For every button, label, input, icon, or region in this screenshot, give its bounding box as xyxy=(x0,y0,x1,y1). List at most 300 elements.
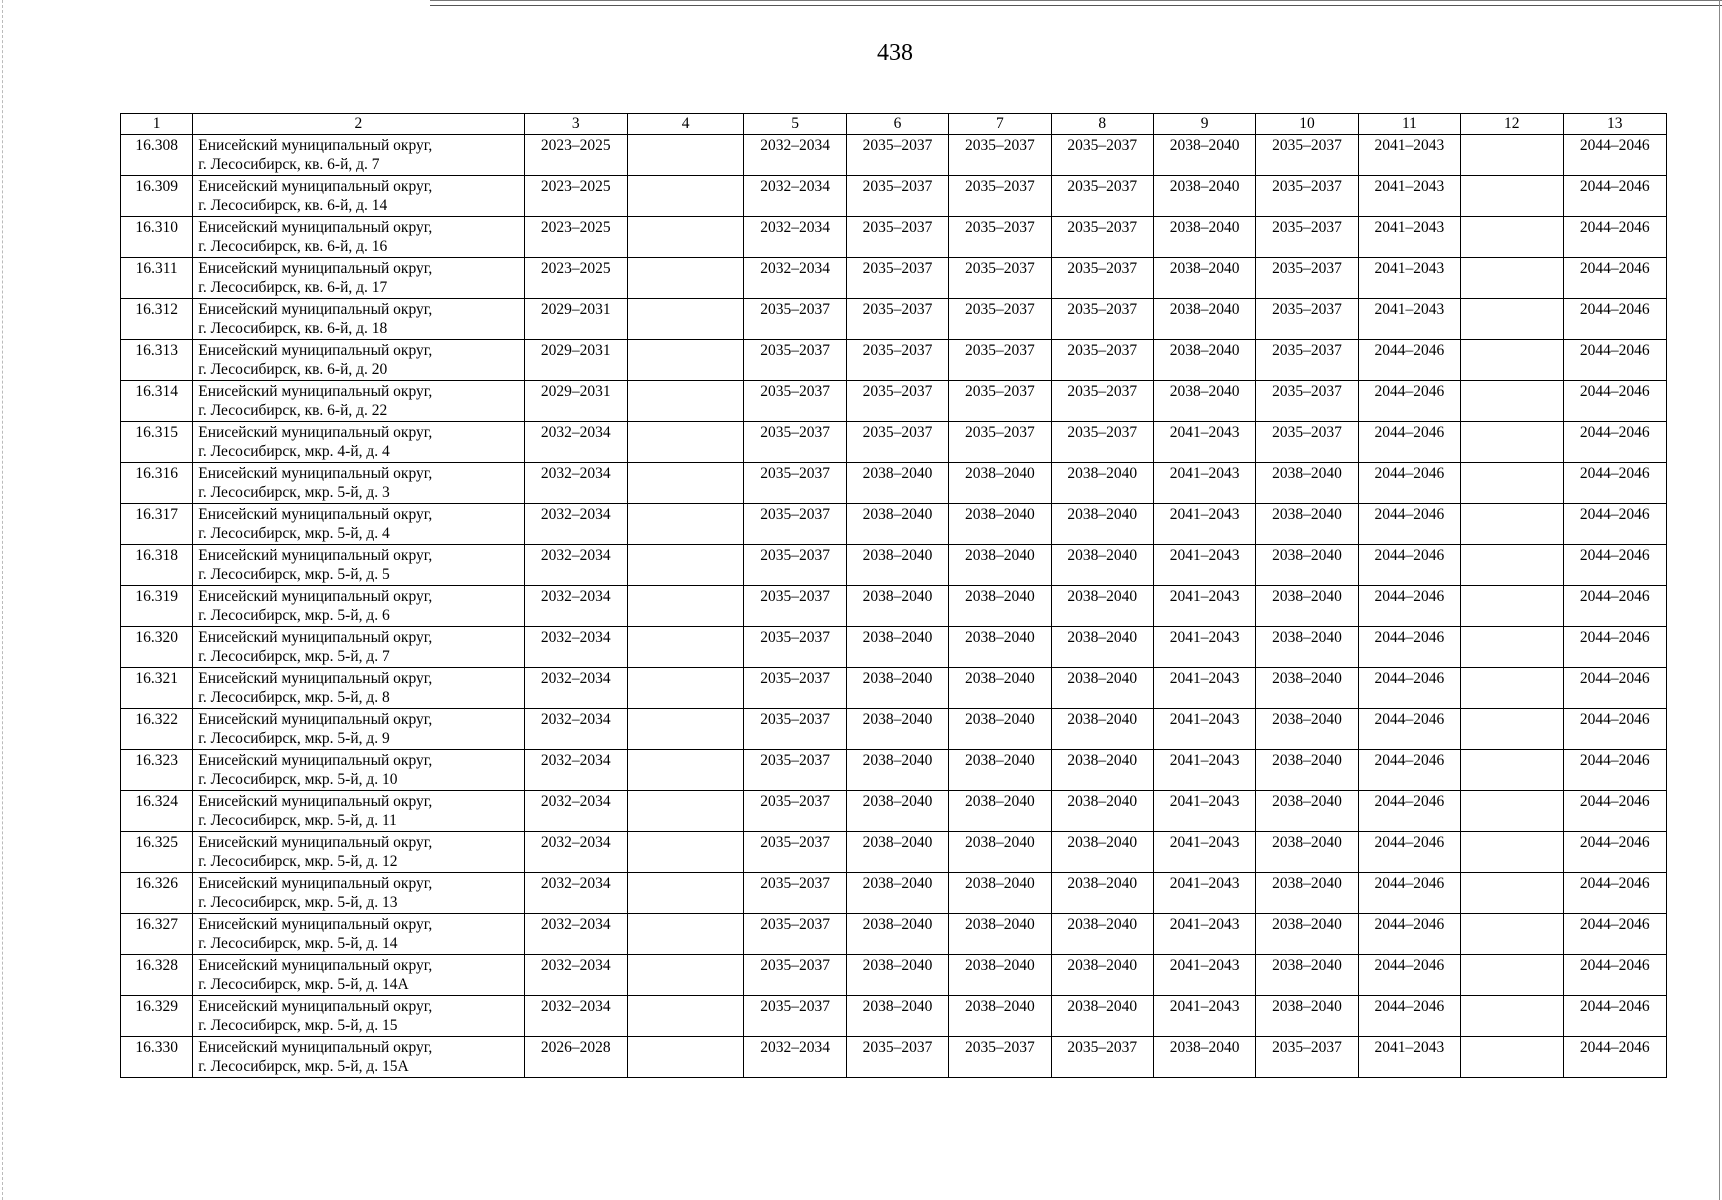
period-cell-col-6: 2038–2040 xyxy=(846,955,948,996)
address-cell xyxy=(193,627,524,668)
row-number: 16.328 xyxy=(121,955,193,996)
address-cell xyxy=(193,873,524,914)
row-number: 16.313 xyxy=(121,340,193,381)
period-cell-col-13: 2044–2046 xyxy=(1563,709,1667,750)
period-cell-col-7: 2038–2040 xyxy=(949,996,1051,1037)
period-cell-col-3: 2032–2034 xyxy=(524,422,627,463)
period-cell-col-9: 2038–2040 xyxy=(1153,340,1255,381)
period-cell-col-11: 2044–2046 xyxy=(1358,627,1460,668)
address-cell xyxy=(193,709,524,750)
period-cell-col-6: 2038–2040 xyxy=(846,586,948,627)
period-cell-col-10: 2035–2037 xyxy=(1256,299,1358,340)
period-cell-col-4 xyxy=(627,381,743,422)
period-cell-col-3: 2032–2034 xyxy=(524,463,627,504)
period-cell-col-7: 2038–2040 xyxy=(949,750,1051,791)
address-district: Енисейский муниципальный округ, xyxy=(198,588,433,605)
period-cell-col-12 xyxy=(1461,668,1563,709)
address-district: Енисейский муниципальный округ, xyxy=(198,137,433,154)
period-cell-col-10: 2035–2037 xyxy=(1256,1037,1358,1078)
row-number: 16.319 xyxy=(121,586,193,627)
address-street: г. Лесосибирск, мкр. 5-й, д. 10 xyxy=(198,771,398,788)
schedule-table xyxy=(120,113,1667,1078)
right-scan-edge xyxy=(1719,0,1720,1200)
period-cell-col-11: 2044–2046 xyxy=(1358,996,1460,1037)
period-cell-col-4 xyxy=(627,504,743,545)
period-cell-col-6: 2035–2037 xyxy=(846,217,948,258)
period-cell-col-10: 2035–2037 xyxy=(1256,258,1358,299)
address-street: г. Лесосибирск, мкр. 5-й, д. 8 xyxy=(198,689,390,706)
period-cell-col-12 xyxy=(1461,545,1563,586)
period-cell-col-8: 2035–2037 xyxy=(1051,299,1153,340)
address-district: Енисейский муниципальный округ, xyxy=(198,1039,433,1056)
address-cell xyxy=(193,217,524,258)
column-header-10: 10 xyxy=(1256,114,1358,135)
address-street: г. Лесосибирск, мкр. 5-й, д. 7 xyxy=(198,648,390,665)
period-cell-col-11: 2044–2046 xyxy=(1358,504,1460,545)
row-number: 16.322 xyxy=(121,709,193,750)
period-cell-col-3: 2032–2034 xyxy=(524,668,627,709)
table-row xyxy=(121,791,1667,832)
period-cell-col-3: 2032–2034 xyxy=(524,873,627,914)
table-row xyxy=(121,586,1667,627)
period-cell-col-4 xyxy=(627,832,743,873)
period-cell-col-8: 2038–2040 xyxy=(1051,709,1153,750)
period-cell-col-9: 2041–2043 xyxy=(1153,504,1255,545)
period-cell-col-3: 2032–2034 xyxy=(524,955,627,996)
table-row xyxy=(121,504,1667,545)
period-cell-col-13: 2044–2046 xyxy=(1563,463,1667,504)
period-cell-col-5: 2035–2037 xyxy=(744,422,846,463)
period-cell-col-4 xyxy=(627,955,743,996)
period-cell-col-13: 2044–2046 xyxy=(1563,873,1667,914)
period-cell-col-8: 2035–2037 xyxy=(1051,217,1153,258)
period-cell-col-5: 2035–2037 xyxy=(744,381,846,422)
period-cell-col-10: 2035–2037 xyxy=(1256,217,1358,258)
address-street: г. Лесосибирск, мкр. 5-й, д. 9 xyxy=(198,730,390,747)
period-cell-col-12 xyxy=(1461,381,1563,422)
table-row xyxy=(121,299,1667,340)
period-cell-col-12 xyxy=(1461,504,1563,545)
row-number: 16.330 xyxy=(121,1037,193,1078)
address-cell xyxy=(193,135,524,176)
period-cell-col-3: 2029–2031 xyxy=(524,381,627,422)
period-cell-col-9: 2041–2043 xyxy=(1153,832,1255,873)
table-row xyxy=(121,1037,1667,1078)
period-cell-col-8: 2035–2037 xyxy=(1051,258,1153,299)
period-cell-col-12 xyxy=(1461,914,1563,955)
period-cell-col-4 xyxy=(627,586,743,627)
address-cell xyxy=(193,381,524,422)
period-cell-col-13: 2044–2046 xyxy=(1563,1037,1667,1078)
period-cell-col-8: 2035–2037 xyxy=(1051,340,1153,381)
period-cell-col-5: 2032–2034 xyxy=(744,135,846,176)
column-header-8: 8 xyxy=(1051,114,1153,135)
period-cell-col-13: 2044–2046 xyxy=(1563,504,1667,545)
period-cell-col-6: 2035–2037 xyxy=(846,422,948,463)
address-street: г. Лесосибирск, кв. 6-й, д. 17 xyxy=(198,279,388,296)
period-cell-col-3: 2032–2034 xyxy=(524,504,627,545)
address-street: г. Лесосибирск, мкр. 4-й, д. 4 xyxy=(198,443,390,460)
row-number: 16.309 xyxy=(121,176,193,217)
period-cell-col-3: 2032–2034 xyxy=(524,545,627,586)
period-cell-col-7: 2038–2040 xyxy=(949,668,1051,709)
address-street: г. Лесосибирск, мкр. 5-й, д. 11 xyxy=(198,812,397,829)
period-cell-col-7: 2038–2040 xyxy=(949,586,1051,627)
period-cell-col-12 xyxy=(1461,299,1563,340)
period-cell-col-6: 2038–2040 xyxy=(846,996,948,1037)
period-cell-col-7: 2038–2040 xyxy=(949,709,1051,750)
period-cell-col-6: 2035–2037 xyxy=(846,299,948,340)
period-cell-col-7: 2038–2040 xyxy=(949,504,1051,545)
period-cell-col-11: 2041–2043 xyxy=(1358,1037,1460,1078)
period-cell-col-12 xyxy=(1461,873,1563,914)
table-row xyxy=(121,340,1667,381)
column-header-11: 11 xyxy=(1358,114,1460,135)
period-cell-col-6: 2035–2037 xyxy=(846,258,948,299)
address-street: г. Лесосибирск, кв. 6-й, д. 14 xyxy=(198,197,388,214)
period-cell-col-8: 2035–2037 xyxy=(1051,422,1153,463)
period-cell-col-4 xyxy=(627,217,743,258)
period-cell-col-3: 2032–2034 xyxy=(524,750,627,791)
period-cell-col-4 xyxy=(627,996,743,1037)
table-row xyxy=(121,668,1667,709)
address-street: г. Лесосибирск, мкр. 5-й, д. 15 xyxy=(198,1017,398,1034)
period-cell-col-10: 2038–2040 xyxy=(1256,791,1358,832)
row-number: 16.315 xyxy=(121,422,193,463)
period-cell-col-3: 2026–2028 xyxy=(524,1037,627,1078)
period-cell-col-4 xyxy=(627,668,743,709)
period-cell-col-7: 2038–2040 xyxy=(949,955,1051,996)
address-street: г. Лесосибирск, кв. 6-й, д. 18 xyxy=(198,320,388,337)
address-street: г. Лесосибирск, кв. 6-й, д. 20 xyxy=(198,361,388,378)
period-cell-col-5: 2032–2034 xyxy=(744,217,846,258)
row-number: 16.325 xyxy=(121,832,193,873)
period-cell-col-12 xyxy=(1461,463,1563,504)
period-cell-col-12 xyxy=(1461,996,1563,1037)
address-cell xyxy=(193,422,524,463)
period-cell-col-6: 2035–2037 xyxy=(846,135,948,176)
address-district: Енисейский муниципальный округ, xyxy=(198,547,433,564)
period-cell-col-6: 2038–2040 xyxy=(846,463,948,504)
table-row xyxy=(121,832,1667,873)
period-cell-col-4 xyxy=(627,135,743,176)
period-cell-col-12 xyxy=(1461,750,1563,791)
period-cell-col-5: 2035–2037 xyxy=(744,299,846,340)
period-cell-col-5: 2032–2034 xyxy=(744,258,846,299)
address-street: г. Лесосибирск, кв. 6-й, д. 16 xyxy=(198,238,388,255)
period-cell-col-3: 2032–2034 xyxy=(524,914,627,955)
period-cell-col-9: 2041–2043 xyxy=(1153,545,1255,586)
period-cell-col-10: 2035–2037 xyxy=(1256,381,1358,422)
period-cell-col-6: 2038–2040 xyxy=(846,791,948,832)
address-district: Енисейский муниципальный округ, xyxy=(198,383,433,400)
period-cell-col-9: 2041–2043 xyxy=(1153,791,1255,832)
period-cell-col-8: 2038–2040 xyxy=(1051,914,1153,955)
period-cell-col-10: 2038–2040 xyxy=(1256,627,1358,668)
row-number: 16.308 xyxy=(121,135,193,176)
address-district: Енисейский муниципальный округ, xyxy=(198,260,433,277)
period-cell-col-3: 2032–2034 xyxy=(524,996,627,1037)
period-cell-col-10: 2035–2037 xyxy=(1256,176,1358,217)
period-cell-col-10: 2038–2040 xyxy=(1256,545,1358,586)
period-cell-col-9: 2038–2040 xyxy=(1153,381,1255,422)
period-cell-col-9: 2041–2043 xyxy=(1153,627,1255,668)
period-cell-col-13: 2044–2046 xyxy=(1563,750,1667,791)
period-cell-col-5: 2035–2037 xyxy=(744,996,846,1037)
period-cell-col-9: 2038–2040 xyxy=(1153,1037,1255,1078)
period-cell-col-3: 2029–2031 xyxy=(524,340,627,381)
period-cell-col-11: 2044–2046 xyxy=(1358,791,1460,832)
period-cell-col-9: 2041–2043 xyxy=(1153,463,1255,504)
address-cell xyxy=(193,586,524,627)
period-cell-col-5: 2035–2037 xyxy=(744,586,846,627)
period-cell-col-12 xyxy=(1461,586,1563,627)
period-cell-col-9: 2041–2043 xyxy=(1153,873,1255,914)
period-cell-col-8: 2038–2040 xyxy=(1051,832,1153,873)
period-cell-col-8: 2038–2040 xyxy=(1051,873,1153,914)
period-cell-col-11: 2044–2046 xyxy=(1358,750,1460,791)
period-cell-col-6: 2035–2037 xyxy=(846,176,948,217)
period-cell-col-9: 2041–2043 xyxy=(1153,709,1255,750)
period-cell-col-3: 2023–2025 xyxy=(524,217,627,258)
period-cell-col-12 xyxy=(1461,217,1563,258)
period-cell-col-11: 2044–2046 xyxy=(1358,873,1460,914)
period-cell-col-10: 2038–2040 xyxy=(1256,504,1358,545)
row-number: 16.312 xyxy=(121,299,193,340)
period-cell-col-8: 2038–2040 xyxy=(1051,750,1153,791)
period-cell-col-11: 2044–2046 xyxy=(1358,709,1460,750)
period-cell-col-9: 2038–2040 xyxy=(1153,299,1255,340)
address-district: Енисейский муниципальный округ, xyxy=(198,834,433,851)
row-number: 16.311 xyxy=(121,258,193,299)
period-cell-col-7: 2035–2037 xyxy=(949,217,1051,258)
period-cell-col-8: 2038–2040 xyxy=(1051,545,1153,586)
address-street: г. Лесосибирск, мкр. 5-й, д. 3 xyxy=(198,484,390,501)
address-district: Енисейский муниципальный округ, xyxy=(198,752,433,769)
period-cell-col-13: 2044–2046 xyxy=(1563,545,1667,586)
row-number: 16.318 xyxy=(121,545,193,586)
period-cell-col-5: 2035–2037 xyxy=(744,627,846,668)
period-cell-col-8: 2038–2040 xyxy=(1051,668,1153,709)
period-cell-col-5: 2035–2037 xyxy=(744,340,846,381)
period-cell-col-8: 2035–2037 xyxy=(1051,381,1153,422)
column-header-7: 7 xyxy=(949,114,1051,135)
period-cell-col-6: 2038–2040 xyxy=(846,750,948,791)
period-cell-col-12 xyxy=(1461,340,1563,381)
period-cell-col-13: 2044–2046 xyxy=(1563,832,1667,873)
period-cell-col-6: 2035–2037 xyxy=(846,381,948,422)
period-cell-col-13: 2044–2046 xyxy=(1563,299,1667,340)
left-scan-edge xyxy=(2,0,3,1200)
period-cell-col-11: 2044–2046 xyxy=(1358,668,1460,709)
period-cell-col-5: 2035–2037 xyxy=(744,709,846,750)
top-scan-rule xyxy=(430,0,1722,6)
period-cell-col-13: 2044–2046 xyxy=(1563,217,1667,258)
period-cell-col-13: 2044–2046 xyxy=(1563,791,1667,832)
period-cell-col-4 xyxy=(627,627,743,668)
period-cell-col-13: 2044–2046 xyxy=(1563,668,1667,709)
period-cell-col-10: 2038–2040 xyxy=(1256,955,1358,996)
period-cell-col-4 xyxy=(627,545,743,586)
address-cell xyxy=(193,176,524,217)
period-cell-col-13: 2044–2046 xyxy=(1563,258,1667,299)
address-district: Енисейский муниципальный округ, xyxy=(198,178,433,195)
address-cell xyxy=(193,340,524,381)
period-cell-col-7: 2038–2040 xyxy=(949,545,1051,586)
period-cell-col-7: 2038–2040 xyxy=(949,914,1051,955)
period-cell-col-4 xyxy=(627,176,743,217)
period-cell-col-13: 2044–2046 xyxy=(1563,340,1667,381)
period-cell-col-7: 2035–2037 xyxy=(949,1037,1051,1078)
column-header-4: 4 xyxy=(627,114,743,135)
address-district: Енисейский муниципальный округ, xyxy=(198,998,433,1015)
period-cell-col-7: 2035–2037 xyxy=(949,299,1051,340)
column-header-12: 12 xyxy=(1461,114,1563,135)
address-district: Енисейский муниципальный округ, xyxy=(198,793,433,810)
column-header-5: 5 xyxy=(744,114,846,135)
period-cell-col-5: 2035–2037 xyxy=(744,750,846,791)
period-cell-col-9: 2038–2040 xyxy=(1153,217,1255,258)
address-cell xyxy=(193,914,524,955)
table-row xyxy=(121,176,1667,217)
column-header-3: 3 xyxy=(524,114,627,135)
period-cell-col-11: 2044–2046 xyxy=(1358,586,1460,627)
period-cell-col-4 xyxy=(627,463,743,504)
period-cell-col-4 xyxy=(627,791,743,832)
period-cell-col-6: 2038–2040 xyxy=(846,709,948,750)
period-cell-col-8: 2035–2037 xyxy=(1051,1037,1153,1078)
table-body xyxy=(121,135,1667,1078)
period-cell-col-7: 2038–2040 xyxy=(949,832,1051,873)
period-cell-col-10: 2038–2040 xyxy=(1256,914,1358,955)
period-cell-col-11: 2044–2046 xyxy=(1358,914,1460,955)
period-cell-col-3: 2029–2031 xyxy=(524,299,627,340)
address-street: г. Лесосибирск, мкр. 5-й, д. 5 xyxy=(198,566,390,583)
period-cell-col-3: 2032–2034 xyxy=(524,627,627,668)
table-row xyxy=(121,955,1667,996)
row-number: 16.310 xyxy=(121,217,193,258)
period-cell-col-13: 2044–2046 xyxy=(1563,422,1667,463)
period-cell-col-5: 2032–2034 xyxy=(744,176,846,217)
period-cell-col-5: 2035–2037 xyxy=(744,504,846,545)
period-cell-col-8: 2038–2040 xyxy=(1051,627,1153,668)
period-cell-col-9: 2041–2043 xyxy=(1153,914,1255,955)
period-cell-col-11: 2044–2046 xyxy=(1358,545,1460,586)
row-number: 16.327 xyxy=(121,914,193,955)
period-cell-col-10: 2038–2040 xyxy=(1256,586,1358,627)
table-row xyxy=(121,545,1667,586)
period-cell-col-7: 2038–2040 xyxy=(949,791,1051,832)
address-street: г. Лесосибирск, мкр. 5-й, д. 13 xyxy=(198,894,398,911)
period-cell-col-8: 2038–2040 xyxy=(1051,996,1153,1037)
period-cell-col-4 xyxy=(627,1037,743,1078)
period-cell-col-8: 2038–2040 xyxy=(1051,791,1153,832)
period-cell-col-5: 2035–2037 xyxy=(744,914,846,955)
address-cell xyxy=(193,750,524,791)
period-cell-col-11: 2044–2046 xyxy=(1358,340,1460,381)
address-district: Енисейский муниципальный округ, xyxy=(198,506,433,523)
address-district: Енисейский муниципальный округ, xyxy=(198,711,433,728)
period-cell-col-7: 2035–2037 xyxy=(949,176,1051,217)
period-cell-col-5: 2032–2034 xyxy=(744,1037,846,1078)
period-cell-col-10: 2038–2040 xyxy=(1256,832,1358,873)
period-cell-col-7: 2035–2037 xyxy=(949,381,1051,422)
period-cell-col-5: 2035–2037 xyxy=(744,955,846,996)
period-cell-col-3: 2032–2034 xyxy=(524,586,627,627)
period-cell-col-12 xyxy=(1461,955,1563,996)
period-cell-col-10: 2038–2040 xyxy=(1256,873,1358,914)
address-cell xyxy=(193,299,524,340)
period-cell-col-6: 2038–2040 xyxy=(846,545,948,586)
table-row xyxy=(121,750,1667,791)
period-cell-col-8: 2038–2040 xyxy=(1051,504,1153,545)
column-header-1: 1 xyxy=(121,114,193,135)
period-cell-col-4 xyxy=(627,750,743,791)
period-cell-col-7: 2035–2037 xyxy=(949,258,1051,299)
table-row xyxy=(121,422,1667,463)
period-cell-col-13: 2044–2046 xyxy=(1563,627,1667,668)
address-district: Енисейский муниципальный округ, xyxy=(198,424,433,441)
period-cell-col-7: 2035–2037 xyxy=(949,135,1051,176)
period-cell-col-8: 2038–2040 xyxy=(1051,463,1153,504)
period-cell-col-4 xyxy=(627,258,743,299)
period-cell-col-10: 2035–2037 xyxy=(1256,422,1358,463)
period-cell-col-9: 2041–2043 xyxy=(1153,668,1255,709)
period-cell-col-10: 2038–2040 xyxy=(1256,750,1358,791)
period-cell-col-9: 2041–2043 xyxy=(1153,996,1255,1037)
period-cell-col-13: 2044–2046 xyxy=(1563,914,1667,955)
period-cell-col-12 xyxy=(1461,258,1563,299)
table-row xyxy=(121,381,1667,422)
period-cell-col-10: 2035–2037 xyxy=(1256,135,1358,176)
period-cell-col-9: 2038–2040 xyxy=(1153,135,1255,176)
period-cell-col-4 xyxy=(627,422,743,463)
period-cell-col-8: 2038–2040 xyxy=(1051,586,1153,627)
address-cell xyxy=(193,504,524,545)
period-cell-col-13: 2044–2046 xyxy=(1563,586,1667,627)
period-cell-col-9: 2038–2040 xyxy=(1153,176,1255,217)
period-cell-col-10: 2038–2040 xyxy=(1256,996,1358,1037)
address-cell xyxy=(193,955,524,996)
address-street: г. Лесосибирск, мкр. 5-й, д. 12 xyxy=(198,853,398,870)
period-cell-col-11: 2044–2046 xyxy=(1358,463,1460,504)
address-cell xyxy=(193,791,524,832)
period-cell-col-9: 2041–2043 xyxy=(1153,750,1255,791)
period-cell-col-10: 2038–2040 xyxy=(1256,668,1358,709)
period-cell-col-11: 2044–2046 xyxy=(1358,832,1460,873)
period-cell-col-6: 2038–2040 xyxy=(846,627,948,668)
period-cell-col-4 xyxy=(627,340,743,381)
address-cell xyxy=(193,1037,524,1078)
address-street: г. Лесосибирск, мкр. 5-й, д. 4 xyxy=(198,525,390,542)
period-cell-col-6: 2038–2040 xyxy=(846,504,948,545)
address-district: Енисейский муниципальный округ, xyxy=(198,629,433,646)
period-cell-col-8: 2035–2037 xyxy=(1051,135,1153,176)
address-district: Енисейский муниципальный округ, xyxy=(198,916,433,933)
row-number: 16.329 xyxy=(121,996,193,1037)
table-row xyxy=(121,914,1667,955)
table-row xyxy=(121,258,1667,299)
period-cell-col-10: 2038–2040 xyxy=(1256,463,1358,504)
address-street: г. Лесосибирск, кв. 6-й, д. 22 xyxy=(198,402,388,419)
row-number: 16.320 xyxy=(121,627,193,668)
period-cell-col-9: 2041–2043 xyxy=(1153,586,1255,627)
period-cell-col-4 xyxy=(627,709,743,750)
period-cell-col-9: 2041–2043 xyxy=(1153,422,1255,463)
period-cell-col-9: 2038–2040 xyxy=(1153,258,1255,299)
period-cell-col-5: 2035–2037 xyxy=(744,873,846,914)
period-cell-col-4 xyxy=(627,873,743,914)
